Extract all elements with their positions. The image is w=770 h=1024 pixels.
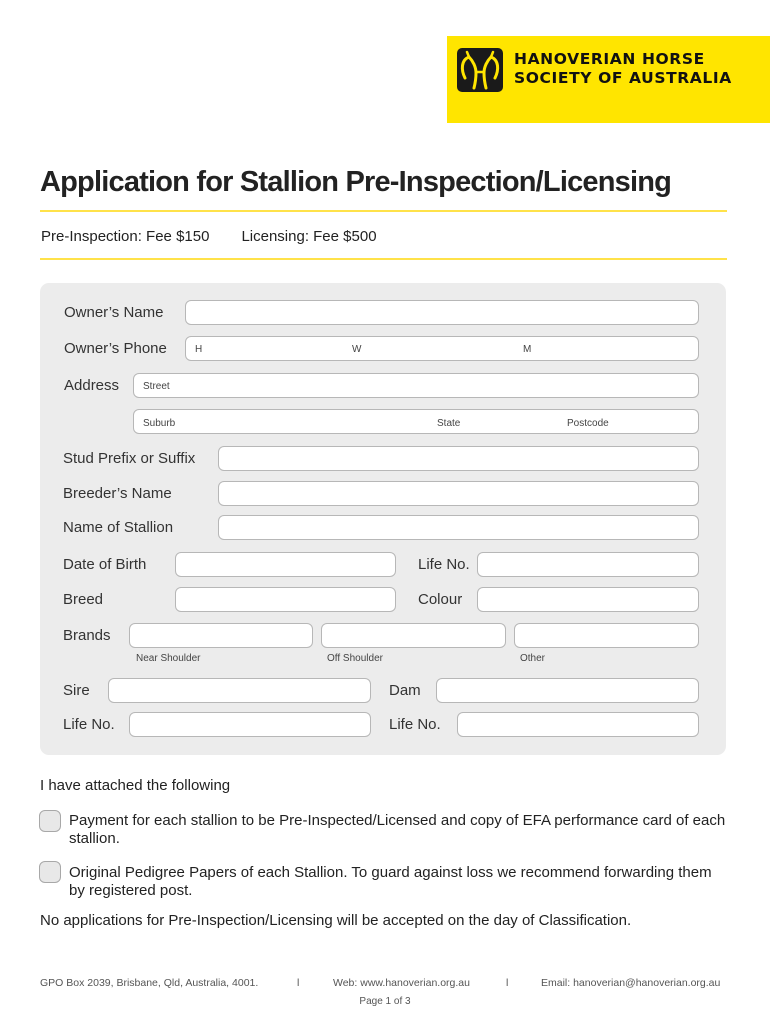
sire-life-no-field[interactable]	[129, 712, 371, 737]
date-of-birth-field[interactable]	[175, 552, 396, 577]
state-label: State	[437, 418, 461, 429]
off-shoulder-field[interactable]	[321, 623, 506, 648]
fees-divider	[40, 258, 727, 260]
licensing-fee: Licensing: Fee $500	[241, 228, 377, 245]
page-title: Application for Stallion Pre-Inspection/Licensing	[40, 166, 672, 198]
suburb-state-postcode-field[interactable]	[133, 409, 699, 434]
footer-separator: l	[297, 977, 300, 989]
phone-mobile-label: M	[523, 344, 532, 355]
payment-item-text: Payment for each stallion to be Pre-Inspected/Licensed and copy of EFA performance card of each stallion.	[69, 812, 726, 847]
attachments-heading: I have attached the following	[40, 777, 231, 794]
other-label: Other	[520, 653, 546, 664]
phone-work-label: W	[352, 344, 362, 355]
brands-label: Brands	[63, 627, 111, 644]
dam-life-no-field[interactable]	[457, 712, 699, 737]
near-shoulder-field[interactable]	[129, 623, 313, 648]
sire-field[interactable]	[108, 678, 371, 703]
stud-prefix-label: Stud Prefix or Suffix	[63, 450, 196, 467]
date-of-birth-label: Date of Birth	[63, 556, 147, 573]
classification-notice: No applications for Pre-Inspection/Licensing will be accepted on the day of Classification.	[40, 912, 632, 929]
life-no-field[interactable]	[477, 552, 699, 577]
society-logo	[447, 36, 770, 123]
colour-field[interactable]	[477, 587, 699, 612]
footer-email-link[interactable]: Email: hanoverian@hanoverian.org.au	[541, 977, 721, 989]
off-shoulder-label: Off Shoulder	[327, 653, 383, 664]
pre-inspection-fee: Pre-Inspection: Fee $150	[41, 228, 210, 245]
sire-life-no-label: Life No.	[63, 716, 115, 733]
life-no-label: Life No.	[418, 556, 470, 573]
near-shoulder-label: Near Shoulder	[136, 653, 201, 664]
street-label: Street	[143, 381, 170, 392]
title-divider	[40, 210, 727, 212]
pedigree-item-text: Original Pedigree Papers of each Stallion. To guard against loss we recommend forwarding them by registered post.	[69, 864, 712, 899]
stallion-name-label: Name of Stallion	[63, 519, 174, 536]
dam-field[interactable]	[436, 678, 699, 703]
breed-field[interactable]	[175, 587, 396, 612]
footer-address: GPO Box 2039, Brisbane, Qld, Australia, 4001.	[40, 977, 259, 989]
footer-separator: l	[506, 977, 509, 989]
stud-prefix-field[interactable]	[218, 446, 699, 471]
breeders-name-field[interactable]	[218, 481, 699, 506]
fee-line	[41, 228, 377, 245]
payment-checkbox[interactable]	[39, 810, 61, 832]
pedigree-checkbox[interactable]	[39, 861, 61, 883]
address-label: Address	[64, 377, 120, 394]
horse-heads-emblem-icon	[457, 48, 503, 92]
page-number: Page 1 of 3	[359, 996, 411, 1007]
suburb-label: Suburb	[143, 418, 176, 429]
street-field[interactable]	[133, 373, 699, 398]
phone-home-label: H	[195, 344, 203, 355]
logo-line-2: SOCIETY OF AUSTRALIA	[514, 69, 732, 87]
dam-life-no-label: Life No.	[389, 716, 441, 733]
footer-web-link[interactable]: Web: www.hanoverian.org.au	[333, 977, 470, 989]
postcode-label: Postcode	[567, 418, 609, 429]
colour-label: Colour	[418, 591, 463, 608]
owners-phone-field[interactable]	[185, 336, 699, 361]
owners-name-label: Owner’s Name	[64, 304, 164, 321]
stallion-name-field[interactable]	[218, 515, 699, 540]
owners-phone-label: Owner’s Phone	[64, 340, 167, 357]
sire-label: Sire	[63, 682, 90, 699]
breed-label: Breed	[63, 591, 104, 608]
logo-line-1: HANOVERIAN HORSE	[514, 50, 705, 68]
breeders-name-label: Breeder’s Name	[63, 485, 172, 502]
owners-name-field[interactable]	[185, 300, 699, 325]
other-brand-field[interactable]	[514, 623, 699, 648]
logo-wordmark	[514, 50, 732, 88]
dam-label: Dam	[389, 682, 421, 699]
